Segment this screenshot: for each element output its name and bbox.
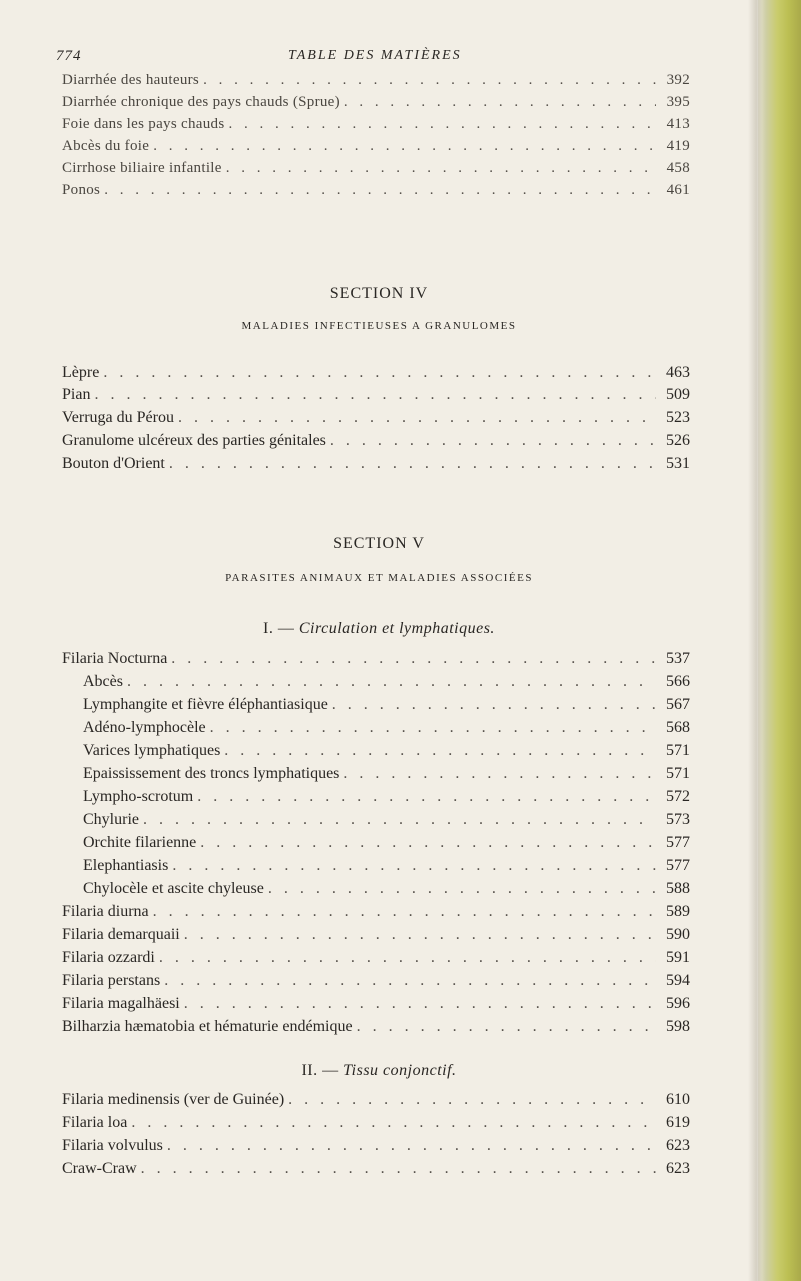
leader-dots	[332, 696, 656, 714]
toc-entry-label: Adéno-lymphocèle	[83, 719, 206, 736]
leader-dots	[268, 880, 656, 898]
leader-dots	[153, 903, 656, 921]
toc-entry-page: 598	[666, 1018, 690, 1035]
subsection-number: II. —	[301, 1062, 339, 1079]
toc-entry-label: Filaria loa	[62, 1114, 128, 1131]
toc-entry-label: Bouton d'Orient	[62, 455, 165, 472]
toc-entry	[62, 719, 690, 741]
toc-entry-page: 461	[666, 182, 690, 198]
toc-entry-page: 589	[666, 903, 690, 920]
toc-entry-page: 395	[666, 94, 690, 110]
toc-entry-label: Chylurie	[83, 811, 139, 828]
toc-entry	[62, 880, 690, 902]
page-edge-binding	[758, 0, 801, 1281]
leader-dots	[200, 834, 656, 852]
toc-entry	[62, 834, 690, 856]
leader-dots	[143, 811, 656, 829]
leader-dots	[178, 409, 656, 427]
toc-entry-page: 571	[666, 742, 690, 759]
toc-entry	[62, 1114, 690, 1136]
leader-dots	[167, 1137, 656, 1155]
leader-dots	[171, 650, 656, 668]
toc-entry-label: Diarrhée chronique des pays chauds (Sprue)	[62, 94, 340, 110]
toc-entry-page: 590	[666, 926, 690, 943]
leader-dots	[203, 72, 656, 89]
leader-dots	[127, 673, 656, 691]
toc-entry-label: Verruga du Pérou	[62, 409, 174, 426]
toc-entry-label: Abcès du foie	[62, 138, 150, 154]
leader-dots	[197, 788, 656, 806]
toc-entry-label: Lèpre	[62, 364, 100, 381]
toc-entry-page: 392	[666, 72, 690, 88]
toc-entry-label: Craw-Craw	[62, 1160, 137, 1177]
leader-dots	[330, 432, 656, 450]
toc-entry	[62, 72, 690, 94]
leader-dots	[210, 719, 656, 737]
toc-entry-label: Lympho-scrotum	[83, 788, 194, 805]
toc-entry	[62, 857, 690, 879]
toc-entry-page: 509	[666, 386, 690, 403]
toc-entry-page: 523	[666, 409, 690, 426]
toc-entry	[62, 926, 690, 948]
toc-entry	[62, 650, 690, 672]
toc-entry-label: Epaississement des troncs lymphatiques	[83, 765, 340, 782]
toc-entry	[62, 364, 690, 386]
toc-entry-label: Elephantiasis	[83, 857, 169, 874]
toc-entry-page: 588	[666, 880, 690, 897]
toc-entry-page: 591	[666, 949, 690, 966]
leader-dots	[224, 742, 656, 760]
leader-dots	[169, 455, 656, 473]
toc-entry-label: Ponos	[62, 182, 101, 198]
toc-entry-page: 419	[666, 138, 690, 154]
toc-entry	[62, 409, 690, 431]
toc-entry-label: Filaria demarquaii	[62, 926, 180, 943]
toc-entry	[62, 949, 690, 971]
toc-entry-page: 572	[666, 788, 690, 805]
toc-entry	[62, 94, 690, 116]
page-number: 774	[56, 48, 82, 64]
toc-entry-page: 537	[666, 650, 690, 667]
toc-entry-page: 567	[666, 696, 690, 713]
toc-entry-page: 577	[666, 834, 690, 851]
page-fold-shadow	[748, 0, 762, 1281]
page-header	[0, 48, 758, 68]
leader-dots	[226, 160, 656, 177]
toc-entry-label: Diarrhée des hauteurs	[62, 72, 200, 88]
toc-entry	[62, 1137, 690, 1159]
toc-entry-label: Filaria medinensis (ver de Guinée)	[62, 1091, 285, 1108]
leader-dots	[344, 94, 656, 111]
leader-dots	[131, 1114, 656, 1132]
leader-dots	[103, 364, 656, 382]
toc-entry-page: 531	[666, 455, 690, 472]
toc-entry-label: Abcès	[83, 673, 123, 690]
toc-entry-label: Bilharzia hæmatobia et hématurie endémique	[62, 1018, 353, 1035]
subsection-title: Circulation et lymphatiques.	[298, 620, 495, 637]
toc-entry	[62, 903, 690, 925]
toc-entry-page: 577	[666, 857, 690, 874]
subsection-heading	[0, 1062, 758, 1080]
subsection-title: Tissu conjonctif.	[343, 1062, 457, 1079]
toc-entry-page: 526	[666, 432, 690, 449]
leader-dots	[184, 926, 656, 944]
leader-dots	[184, 995, 656, 1013]
toc-entry	[62, 160, 690, 182]
toc-entry-label: Granulome ulcéreux des parties génitales	[62, 432, 326, 449]
toc-entry	[62, 1091, 690, 1113]
toc-entry	[62, 455, 690, 477]
toc-entry	[62, 788, 690, 810]
toc-entry	[62, 138, 690, 160]
toc-entry-label: Lymphangite et fièvre éléphantiasique	[83, 696, 328, 713]
toc-entry	[62, 182, 690, 204]
toc-entry-label: Filaria diurna	[62, 903, 149, 920]
toc-entry-label: Filaria magalhäesi	[62, 995, 180, 1012]
section-title: SECTION V	[333, 535, 425, 552]
section-subtitle: PARASITES ANIMAUX ET MALADIES ASSOCIÉES	[225, 572, 533, 584]
toc-entry	[62, 1160, 690, 1182]
toc-entry-page: 610	[666, 1091, 690, 1108]
toc-entry-page: 566	[666, 673, 690, 690]
toc-entry-page: 623	[666, 1160, 690, 1177]
toc-entry	[62, 432, 690, 454]
toc-entry-label: Filaria perstans	[62, 972, 161, 989]
section-subtitle: MALADIES INFECTIEUSES A GRANULOMES	[241, 320, 517, 332]
leader-dots	[288, 1091, 656, 1109]
leader-dots	[228, 116, 656, 133]
leader-dots	[104, 182, 656, 199]
toc-entry-page: 568	[666, 719, 690, 736]
toc-entry	[62, 972, 690, 994]
toc-entry-label: Orchite filarienne	[83, 834, 197, 851]
toc-entry	[62, 742, 690, 764]
toc-entry-page: 463	[666, 364, 690, 381]
toc-entry-label: Foie dans les pays chauds	[62, 116, 225, 132]
subsection-number: I. —	[263, 620, 295, 637]
toc-entry-label: Pian	[62, 386, 91, 403]
toc-entry-page: 596	[666, 995, 690, 1012]
leader-dots	[94, 386, 656, 404]
toc-entry-page: 458	[666, 160, 690, 176]
toc-entry-page: 619	[666, 1114, 690, 1131]
toc-entry	[62, 765, 690, 787]
leader-dots	[164, 972, 656, 990]
toc-entry	[62, 995, 690, 1017]
toc-entry-label: Varices lymphatiques	[83, 742, 221, 759]
toc-entry	[62, 116, 690, 138]
toc-entry	[62, 386, 690, 408]
leader-dots	[357, 1018, 656, 1036]
leader-dots	[153, 138, 656, 155]
leader-dots	[343, 765, 656, 783]
toc-entry-label: Cirrhose biliaire infantile	[62, 160, 222, 176]
toc-entry-page: 413	[666, 116, 690, 132]
leader-dots	[159, 949, 656, 967]
toc-entry-label: Filaria volvulus	[62, 1137, 163, 1154]
toc-entry	[62, 811, 690, 833]
leader-dots	[172, 857, 656, 875]
toc-entry-label: Chylocèle et ascite chyleuse	[83, 880, 264, 897]
toc-entry-page: 571	[666, 765, 690, 782]
toc-entry	[62, 696, 690, 718]
toc-entry-page: 594	[666, 972, 690, 989]
leader-dots	[141, 1160, 656, 1178]
section-title: SECTION IV	[329, 285, 429, 302]
subsection-heading	[0, 620, 758, 638]
toc-entry	[62, 1018, 690, 1040]
toc-entry-label: Filaria ozzardi	[62, 949, 155, 966]
toc-entry-page: 623	[666, 1137, 690, 1154]
toc-entry	[62, 673, 690, 695]
toc-entry-page: 573	[666, 811, 690, 828]
running-title: TABLE DES MATIÈRES	[288, 48, 462, 63]
toc-entry-label: Filaria Nocturna	[62, 650, 168, 667]
